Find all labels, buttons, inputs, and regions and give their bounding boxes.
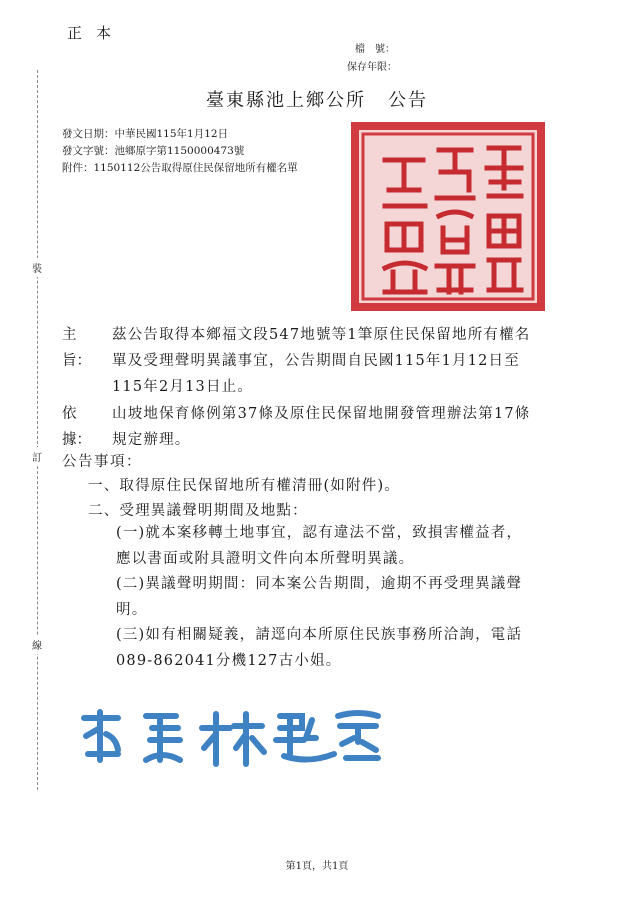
page-footer: 第1頁，共1頁 xyxy=(285,861,349,872)
notice-item-2: 二、受理異議聲明期間及地點： xyxy=(88,503,308,519)
binding-mark-xian: 線 xyxy=(32,635,42,654)
notice-sub-2 xyxy=(116,571,576,623)
official-seal xyxy=(349,120,547,313)
notice-sub-2-line-1: (二)異議聲明期間：同本案公告期間，逾期不再受理異議聲 xyxy=(116,576,523,592)
attachment-line: 附件：1150112公告取得原住民保留地所有權名單 xyxy=(62,162,298,174)
document-type: 公告 xyxy=(388,90,428,111)
document-number: 發文字號：池鄉原字第1150000473號 xyxy=(62,145,245,157)
subject-line-1: 茲公告取得本鄉福文段547地號等1筆原住民保留地所有權名 xyxy=(112,327,531,343)
signature-stamp xyxy=(76,704,386,768)
binding-mark-ding: 訂 xyxy=(32,447,42,466)
notice-item-1: 一、取得原住民保留地所有權清冊(如附件)。 xyxy=(88,478,401,494)
subject-label: 主旨： xyxy=(62,327,91,369)
notice-sub-1-line-2: 應以書面或附具證明文件向本所聲明異議。 xyxy=(116,551,415,567)
issuer-name: 臺東縣池上鄉公所 xyxy=(206,90,366,111)
notice-sub-3-line-1: (三)如有相關疑義，請逕向本所原住民族事務所洽詢，電話 xyxy=(116,627,523,643)
notice-sub-2-line-2: 明。 xyxy=(116,602,148,618)
retention-label: 保存年限： xyxy=(347,62,397,73)
notice-sub-1 xyxy=(116,520,576,572)
notice-label: 公告事項： xyxy=(62,454,142,470)
subject-line-2: 單及受理聲明異議事宜，公告期間自民國115年1月12日至 xyxy=(112,353,520,369)
document-title xyxy=(0,86,634,112)
basis-label: 依據： xyxy=(62,406,91,448)
binding-line xyxy=(37,70,38,790)
file-number-label: 檔 號： xyxy=(355,44,395,55)
copy-label: 正本 xyxy=(67,24,126,42)
notice-sub-3-line-2: 089-862041分機127古小姐。 xyxy=(116,653,342,669)
issue-date: 發文日期：中華民國115年1月12日 xyxy=(62,128,229,140)
subject-line-3: 115年2月13日止。 xyxy=(112,379,254,395)
basis-line-2: 規定辦理。 xyxy=(112,432,191,448)
basis-line-1: 山坡地保育條例第37條及原住民保留地開發管理辦法第17條 xyxy=(112,406,531,422)
notice-sub-3 xyxy=(116,622,576,674)
binding-mark-zhuang: 裝 xyxy=(32,258,42,277)
notice-sub-1-line-1: (一)就本案移轉土地事宜，認有違法不當，致損害權益者， xyxy=(116,525,523,541)
